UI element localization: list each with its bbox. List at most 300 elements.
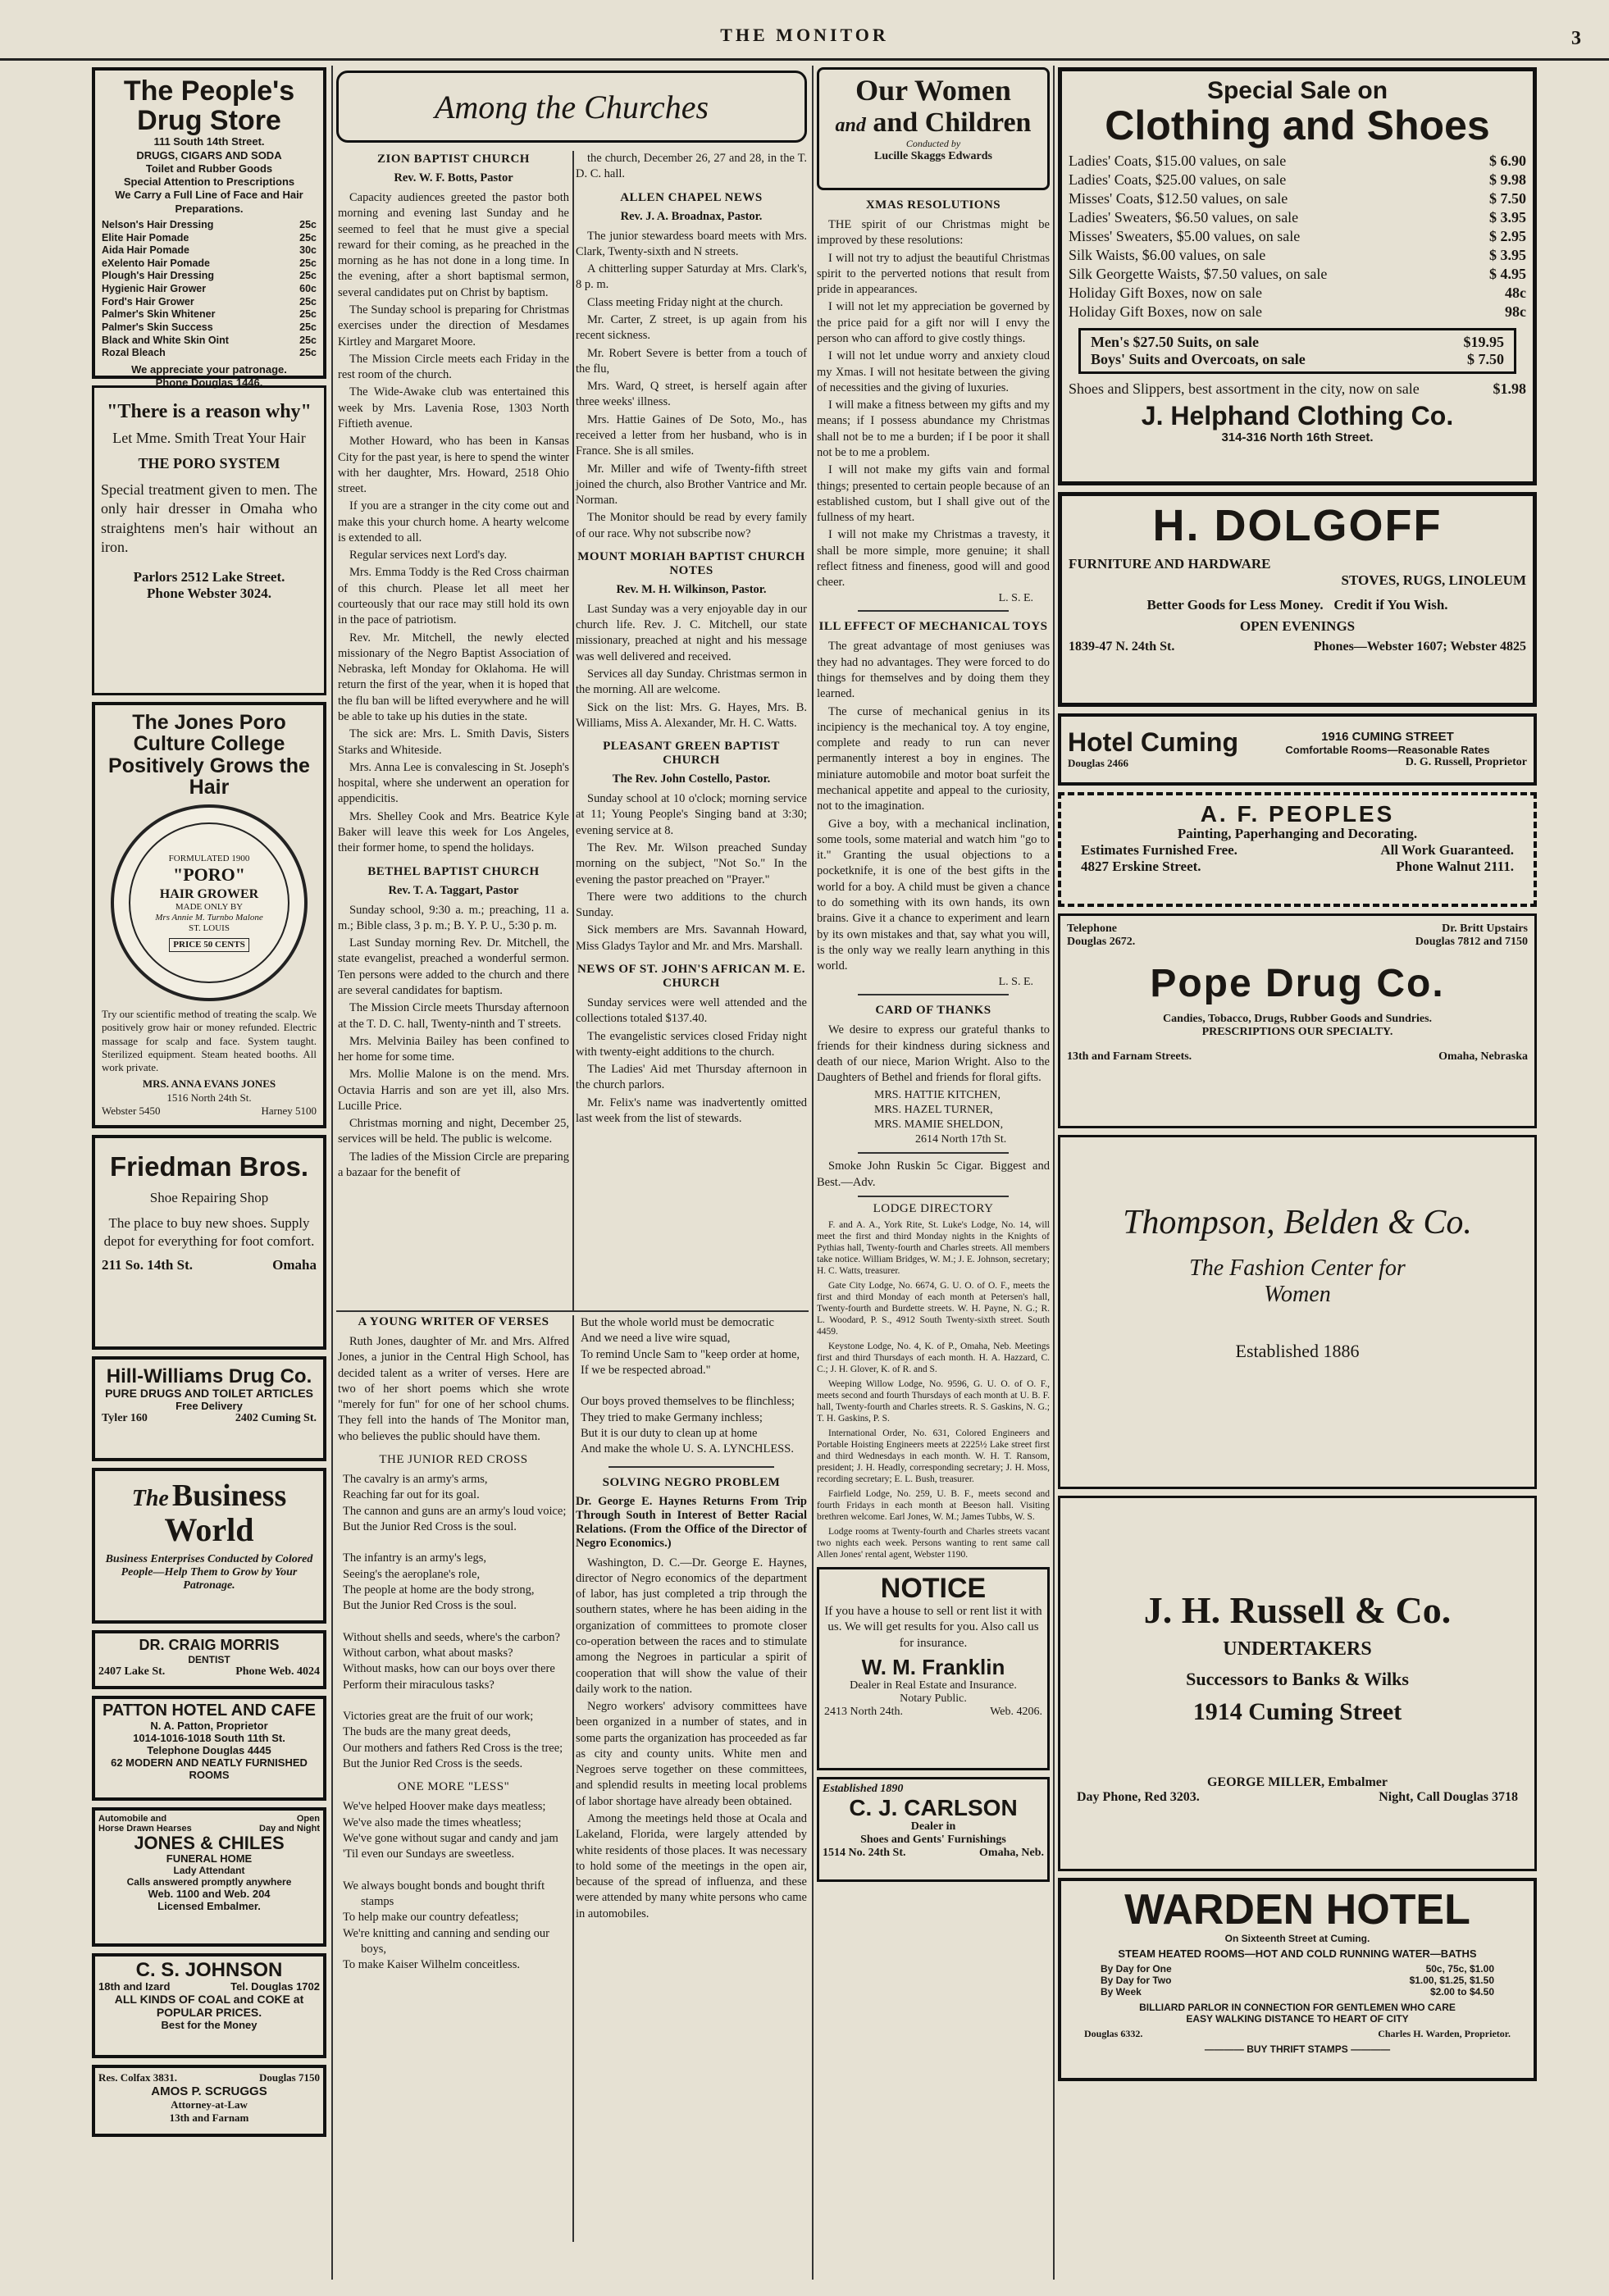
price-row [1069, 265, 1526, 284]
price-row [102, 257, 317, 271]
warden-hotel-ad: WARDEN HOTEL On Sixteenth Street at Cuming. STEAM HEATED ROOMS—HOT AND COLD RUNNING WATER—BATHS By Day for One 50c, 75c, $1.00 By Day for Two $1.00, $1.25, $1.50 By Week $2.00 to $4.50 BILLIARD PARLOR IN CONNECTION FOR GENTLEMEN WHO CARE EASY WALKING DISTANCE TO HEART OF CITY Douglas 6332. Charles H. Warden, Proprietor. ———— BUY THRIFT STAMPS ———— [1058, 1878, 1537, 2081]
paragraph: Mr. Felix's name was inadvertently omitted last week from the list of stewards. [576, 1096, 807, 1125]
poem-line: But the Junior Red Cross is the soul. [343, 1519, 517, 1533]
paragraph: Washington, D. C.—Dr. George E. Haynes, director of Negro economics of the department of labor, has just completed a trip through the southern states, where he has been aiding in the organization of committees to promote closer co-operation between the races and to stimulate among the Negroes in particular a spirit of cooperation that will show the value of their daily work to the nation. [576, 1556, 807, 1696]
poem-line: And make the whole U. S. A. LYNCHLESS. [581, 1442, 794, 1456]
section-title: Our Women [855, 74, 1011, 107]
section-title: and Children [873, 107, 1032, 138]
ad-address: 13th and Farnam [169, 2112, 249, 2124]
article-heading: LODGE DIRECTORY [873, 1201, 994, 1215]
poem-line [343, 1693, 569, 1709]
jones-chiles-ad [92, 1807, 326, 1947]
article-body [576, 791, 807, 954]
poem-line: We've also made the times wheatless; [343, 1815, 522, 1829]
ad-text: Charles H. Warden, Proprietor. [1378, 2027, 1511, 2039]
poem-line: Our boys proved themselves to be flinchless; [581, 1395, 795, 1409]
column-rule [572, 151, 574, 1310]
poem-title: THE JUNIOR RED CROSS [379, 1452, 528, 1466]
paragraph: Mrs. Shelley Cook and Mrs. Beatrice Kyle Baker will leave this week for Los Angeles, their former home, to spend the holidays. [338, 809, 569, 855]
paragraph: The sick are: Mrs. L. Smith Davis, Sisters Starks and Whiteside. [338, 727, 569, 757]
item-label: Hygienic Hair Grower [102, 283, 207, 294]
ad-address: 1914 Cuming Street [1192, 1698, 1402, 1725]
ad-phone: Phone Douglas 1446. [155, 376, 263, 389]
item-price: 25c [299, 308, 317, 321]
article-heading: BETHEL BAPTIST CHURCH [367, 864, 540, 878]
ad-title: A. F. PEOPLES [1200, 801, 1395, 827]
poem-title: ONE MORE "LESS" [397, 1780, 510, 1794]
poem [338, 1472, 569, 1772]
divider [858, 610, 1009, 612]
right-ads-column [1058, 67, 1537, 2248]
paragraph: Rev. Mr. Mitchell, the newly elected missionary of the Negro Baptist Association of Nebraska, left Monday for Oklahoma. He will return the first of the year, when it is hoped that the flu ban will be lifted everywhere and he will be able to take up his duties in the state. [338, 631, 569, 723]
divider [858, 994, 1009, 995]
price-row [1069, 171, 1526, 189]
ad-contact [98, 1980, 320, 1993]
price-row [102, 347, 317, 360]
ad-address: 211 So. 14th St. [102, 1256, 193, 1273]
poem-line: 'Til even our Sundays are sweetless. [343, 1847, 515, 1861]
ad-text: The place to buy new shoes. Supply depot for everything for foot comfort. [103, 1214, 315, 1249]
item-price: $ 4.95 [1489, 266, 1526, 283]
ad-text: Toilet and Rubber Goods [145, 162, 273, 175]
ad-title: H. DOLGOFF [1152, 501, 1443, 550]
ad-title: Pope Drug Co. [1150, 962, 1445, 1005]
price-row [1101, 1986, 1494, 1998]
ad-text: Comfortable Rooms—Reasonable Rates [1285, 744, 1490, 756]
paragraph: Mrs. Melvinia Bailey has been confined to her home for some time. [338, 1034, 569, 1064]
advertisement-line: Smoke John Ruskin 5c Cigar. Biggest and Best.—Adv. [817, 1159, 1050, 1189]
item-label: By Week [1101, 1986, 1142, 1998]
newspaper-title: THE MONITOR [720, 25, 889, 45]
price-row [102, 283, 317, 296]
ad-title: Drug Store [137, 104, 281, 136]
ad-text: Let Mme. Smith Treat Your Hair [112, 430, 306, 446]
item-label: By Day for One [1101, 1962, 1172, 1975]
item-price: $ 7.50 [1489, 190, 1526, 207]
ad-text: PRESCRIPTIONS OUR SPECIALTY. [1201, 1026, 1393, 1039]
shoes-line [1069, 380, 1526, 398]
poem-line: To make Kaiser Wilhelm conceitless. [343, 1958, 520, 1972]
ad-phone: Douglas 2466 [1068, 756, 1129, 769]
ad-text: Dealer in [910, 1820, 956, 1833]
paragraph: I will not let my appreciation be governed by the price paid for a gift nor will I envy the person who can afford to give costly things. [817, 300, 1050, 345]
ad-title: Hotel Cuming [1068, 727, 1238, 758]
churches-column-1 [338, 151, 569, 1309]
article-heading: PLEASANT GREEN BAPTIST CHURCH [603, 740, 780, 768]
item-price: 25c [299, 218, 317, 230]
price-row [102, 244, 317, 257]
ad-text: Shoes and Gents' Furnishings [860, 1833, 1006, 1846]
ad-text: Free Delivery [175, 1400, 243, 1413]
paragraph: Negro workers' advisory committees have been organized in a number of states, and in some parts the organization has proceeded as far as city and county units. White men and Negroes serve together on these committees, and splendid results in meeting local problems of labor shortage have already been obtained. [576, 1700, 807, 1808]
ad-phone: Douglas 7812 and 7150 [1415, 936, 1528, 948]
ad-address: 111 South 14th Street. [153, 135, 265, 148]
negro-problem-column [576, 1315, 807, 2242]
article-heading: ZION BAPTIST CHURCH [377, 153, 530, 166]
ad-name: W. M. Franklin [861, 1655, 1005, 1680]
poem-line: But the Junior Red Cross is the seeds. [343, 1757, 523, 1771]
paragraph: Weeping Willow Lodge, No. 9596, G. U. O. of O. F., meets second and fourth Thursdays of each month at U. B. F. hall, Twenty-fourth and Charles streets. R. S. Gaskins, N. G.; T. H. Gaskins, P. S. [817, 1379, 1050, 1424]
paragraph: I will not let undue worry and anxiety cloud my Xmas. I will not hesitate between the giving of necessities and the giving of luxuries. [817, 349, 1050, 394]
ad-address: 2402 Cuming St. [235, 1412, 317, 1425]
ad-text: Dealer in Real Estate and Insurance. [850, 1679, 1017, 1692]
ad-text: Better Goods for Less Money. [1146, 596, 1324, 613]
signature: L. S. E. [998, 976, 1033, 989]
price-row [1069, 284, 1526, 303]
poem-line: The infantry is an army's legs, [343, 1551, 486, 1565]
item-label: Ladies' Coats, $25.00 values, on sale [1069, 171, 1287, 189]
paragraph: A chitterling supper Saturday at Mrs. Clark's, 8 p. m. [576, 262, 807, 292]
ad-text: MRS. ANNA EVANS JONES [142, 1077, 276, 1091]
item-price: $ 9.98 [1489, 171, 1526, 189]
paragraph: Last Sunday was a very enjoyable day in our church life. Rev. J. C. Mitchell, our state missionary, preached at night and his message was well delivered and received. [576, 602, 807, 663]
poem-line: We've helped Hoover make days meatless; [343, 1800, 546, 1814]
seal-text: "PORO" [173, 864, 245, 886]
ad-text: OPEN EVENINGS [1239, 617, 1356, 634]
article-body [576, 229, 807, 542]
paragraph: Fairfield Lodge, No. 259, U. B. F., meets second and fourth Fridays in each month at Beeson hall. Visiting brethren welcome. Earl Jones, W. M.; James Tubbs, W. S. [817, 1489, 1050, 1523]
paragraph: The Mission Circle meets Thursday afternoon at the T. D. C. hall, Twenty-ninth and T streets. [338, 1001, 569, 1031]
amos-scruggs-ad [92, 2065, 326, 2137]
ad-phone: Night, Call Douglas 3718 [1379, 1790, 1518, 1804]
poem-line: Victories great are the fruit of our work; [343, 1710, 534, 1724]
ad-title: Thompson, Belden & Co. [1123, 1204, 1472, 1241]
article-byline: The Rev. John Costello, Pastor. [612, 772, 771, 786]
poem-line [343, 1862, 569, 1878]
ad-text: Established 1886 [1235, 1341, 1360, 1361]
poem-line: We've gone without sugar and candy and jam [343, 1831, 558, 1845]
paragraph: Mrs. Mollie Malone is on the mend. Mrs. Octavia Harris and son are yet ill, also Mrs. Lucille Price. [338, 1068, 569, 1113]
poem-line: Reaching far out for its goal. [343, 1488, 480, 1502]
ad-title: J. H. Russell & Co. [1143, 1589, 1452, 1631]
article-byline: Rev. M. H. Wilkinson, Pastor. [616, 582, 767, 596]
ad-text: STOVES, RUGS, LINOLEUM [1341, 572, 1526, 588]
ad-phone: Res. Colfax 3831. [98, 2071, 178, 2084]
churches-banner [336, 71, 807, 143]
ad-phone: Web. 1100 and Web. 204 [148, 1888, 271, 1901]
ad-text: N. A. Patton, Proprietor [150, 1720, 268, 1732]
price-row [102, 308, 317, 321]
poem-line: Perform their miraculous tasks? [343, 1678, 495, 1692]
ad-contact [1068, 859, 1527, 875]
ad-address: 2407 Lake St. [98, 1665, 166, 1678]
item-label: Misses' Coats, $12.50 values, on sale [1069, 190, 1288, 207]
paragraph: International Order, No. 631, Colored Engineers and Portable Hoisting Engineers meets at 2225½ Lake street first and third Wednesdays in each month. W. H. T. Ransom, president; J. H. Headly, corresponding secretary; J. H. Moss, recording secretary; E. L. Bush, treasurer. [817, 1428, 1050, 1485]
ad-title: World [164, 1511, 254, 1548]
sale-item: Shoes and Slippers, best assortment in the city, now on sale [1069, 380, 1420, 398]
ad-address: 1514 No. 24th St. [823, 1846, 906, 1859]
price-list [102, 219, 317, 360]
paragraph: Sunday school at 10 o'clock; morning service at 11; Young People's Singing band at 3:30; evening service at 8. [576, 792, 807, 837]
article-body [338, 190, 569, 857]
divider [609, 1466, 774, 1468]
ad-text: ALL KINDS OF COAL and COKE at POPULAR PRICES. [114, 1993, 304, 2020]
item-label: eXelento Hair Pomade [102, 257, 210, 269]
price-row [1091, 351, 1504, 368]
article-heading: MOUNT MORIAH BAPTIST CHURCH NOTES [577, 549, 805, 577]
ad-contact [102, 1412, 317, 1425]
price-row [1069, 208, 1526, 227]
seal-text: HAIR GROWER [159, 886, 259, 901]
ad-text: Notary Public. [900, 1692, 967, 1705]
ad-text: Credit if You Wish. [1333, 596, 1448, 613]
item-price: 50c, 75c, $1.00 [1425, 1962, 1494, 1975]
ad-text: FURNITURE AND HARDWARE [1069, 555, 1271, 572]
price-row [1069, 227, 1526, 246]
paragraph: Sunday services were well attended and the collections totaled $137.40. [576, 995, 807, 1026]
poro-system-ad [92, 385, 326, 695]
paragraph: Christmas morning and night, December 25, services will be held. The public is welcome. [338, 1117, 569, 1146]
friedman-bros-ad [92, 1135, 326, 1350]
ad-text [1068, 842, 1527, 859]
paragraph: Mrs. Ward, Q street, is herself again after three weeks' illness. [576, 380, 807, 409]
item-price: 25c [299, 334, 317, 346]
ad-city: Omaha, Nebraska [1438, 1050, 1528, 1064]
jones-poro-college-ad [92, 702, 326, 1128]
item-label: Holiday Gift Boxes, now on sale [1069, 285, 1262, 302]
seal-text: FORMULATED 1900 [168, 854, 250, 864]
ad-address: 2413 North 24th. [824, 1705, 904, 1718]
ad-text: Try our scientific method of treating the scalp. We positively grow hair or money refunded. Electric massage for scalp and face. System taught. Sterilized equipment. Steam heated booths. All work private. [102, 1008, 317, 1073]
paragraph: I will not make my gifts vain and formal things; presented to certain people because of an established custom, but I shall give out of the fullness of my heart. [817, 463, 1050, 525]
ad-text: 62 MODERN AND NEATLY FURNISHED ROOMS [111, 1756, 308, 1781]
ad-text: DENTIST [188, 1654, 230, 1665]
item-label: Rozal Bleach [102, 347, 166, 359]
ad-title: "There is a reason why" [107, 401, 312, 422]
ad-text: UNDERTAKERS [1223, 1638, 1372, 1660]
ad-text: THE PORO SYSTEM [138, 455, 280, 472]
item-price: $ 7.50 [1467, 351, 1504, 368]
signer: MRS. HATTIE KITCHEN, [874, 1088, 1000, 1101]
item-price: $ 3.95 [1489, 209, 1526, 226]
seal-text: MADE ONLY BY [175, 902, 244, 912]
price-row [1101, 1963, 1494, 1975]
section-rule [336, 1310, 809, 1312]
article-heading: XMAS RESOLUTIONS [865, 198, 1001, 212]
poem-line: To help make our country defeatless; [343, 1911, 519, 1925]
ad-name: J. Helphand Clothing Co. [1141, 401, 1454, 431]
paragraph: If you are a stranger in the city come out and make this your church home. A hearty welcome is extended to all. [338, 499, 569, 544]
item-price: $ 2.95 [1489, 228, 1526, 245]
item-label: Boys' Suits and Overcoats, on sale [1091, 351, 1306, 368]
ad-title: Special Sale on [1206, 77, 1388, 104]
price-row [102, 270, 317, 283]
ad-city: Omaha, Neb. [979, 1846, 1044, 1859]
poem-line: The people at home are the body strong, [343, 1583, 535, 1597]
item-label: Plough's Hair Dressing [102, 270, 215, 282]
item-label: Ladies' Coats, $15.00 values, on sale [1069, 153, 1287, 169]
craig-morris-ad [92, 1630, 326, 1689]
poro-hair-grower-seal-icon [111, 804, 308, 1001]
poem-line [581, 1378, 807, 1394]
item-label: Black and White Skin Oint [102, 334, 229, 346]
price-row [1069, 152, 1526, 171]
paragraph: Capacity audiences greeted the pastor both morning and evening last Sunday and he seemed to feel that he must give a special reward for their coming, as he preached in the morning as he has not done in a long time. In the evening, after a short baptismal sermon, several candidates put on Christ by baptism. [338, 191, 569, 299]
price-row [1091, 334, 1504, 351]
peoples-drug-store-ad [92, 67, 326, 389]
ad-text: Horse Drawn Hearses [98, 1824, 192, 1834]
signer: MRS. HAZEL TURNER, [874, 1103, 993, 1116]
paragraph: The great advantage of most geniuses was they had no advantages. They were forced to do things for themselves and by doing them they learned. [817, 640, 1050, 701]
article-body [576, 602, 807, 731]
signature: L. S. E. [998, 592, 1033, 605]
ad-text: Automobile and [98, 1814, 167, 1824]
price-row [102, 232, 317, 245]
item-label: Ladies' Sweaters, $6.50 values, on sale [1069, 209, 1299, 226]
paragraph: The Monitor should be read by every family of our race. Why not subscribe now? [576, 511, 807, 540]
ad-phone: Douglas 6332. [1084, 2027, 1143, 2039]
paragraph: Keystone Lodge, No. 4, K. of P., Omaha, Neb. Meetings first and third Thursdays of each month. H. A. Hazzard, C. C.; J. H. Glover, K. of R. and S. [817, 1341, 1050, 1374]
article-heading: ALLEN CHAPEL NEWS [620, 190, 763, 204]
section-title: Among the Churches [434, 88, 709, 125]
ad-phone: Phones—Webster 1607; Webster 4825 [1313, 639, 1526, 654]
section-title: and [835, 114, 866, 136]
article-body [576, 1556, 807, 1922]
paragraph: I will not try to adjust the beautiful Christmas spirit to the perverted notions that result from pride in appearances. [817, 251, 1050, 297]
byline-name: Lucille Skaggs Edwards [874, 149, 992, 162]
ad-text: Open [296, 1814, 320, 1824]
ad-title: WARDEN HOTEL [1124, 1886, 1470, 1934]
ad-phone: Tyler 160 [102, 1412, 148, 1425]
price-row [102, 335, 317, 348]
poem-line: The buds are the many great deeds, [343, 1725, 511, 1739]
poem-line: The cavalry is an army's arms, [343, 1472, 488, 1486]
price-row [1069, 246, 1526, 265]
item-label: Aida Hair Pomade [102, 244, 189, 257]
seal-text: PRICE 50 CENTS [169, 938, 248, 952]
sale-price: $1.98 [1493, 380, 1526, 398]
ad-phone: Telephone Douglas 4445 [147, 1744, 271, 1756]
item-price: 25c [299, 321, 317, 333]
poem-line: To remind Uncle Sam to "keep order at home, [581, 1347, 800, 1361]
divider [858, 1196, 1009, 1197]
poem-line: Without carbon, what about masks? [343, 1647, 513, 1660]
paragraph: Ruth Jones, daughter of Mr. and Mrs. Alfred Jones, a junior in the Central High School, has decided talent as a writer of verses. Here are two of her short poems which she wrote "merely for fun" for one of her school chums. They fell into the hands of The Monitor man, who believes the public should have them. [338, 1335, 569, 1443]
poem-line: But it is our duty to clean up at home [581, 1426, 758, 1440]
ad-phone: Douglas 7150 [258, 2071, 320, 2084]
ad-title: Clothing and Shoes [1105, 102, 1490, 148]
ad-text: Lady Attendant [173, 1865, 245, 1877]
item-label: Nelson's Hair Dressing [102, 218, 214, 230]
item-price: 25c [299, 270, 317, 282]
paragraph: The Rev. Mr. Wilson preached Sunday morning on the subject, "Not So." In the evening the pastor preached on "Prayer." [576, 841, 807, 886]
signer-address: 2614 North 17th St. [915, 1133, 1007, 1146]
poem-line [343, 1615, 569, 1630]
seal-text: ST. LOUIS [189, 923, 230, 934]
paragraph: Mrs. Hattie Gaines of De Soto, Mo., has received a letter from her husband, who is in France. She is all smiles. [576, 412, 807, 458]
column-rule [572, 1315, 574, 2242]
ad-title: The People's [123, 75, 295, 107]
article-body [817, 639, 1050, 974]
ad-address [102, 1257, 317, 1273]
ad-title: Business [171, 1478, 287, 1513]
left-ads-column [92, 67, 326, 2240]
helphand-clothing-ad [1058, 67, 1537, 485]
ad-title: PATTON HOTEL AND CAFE [103, 1702, 316, 1720]
item-price: 60c [299, 283, 317, 294]
ad-text: Women [1264, 1282, 1331, 1307]
ad-contact [1067, 936, 1528, 949]
poem-line: The cannon and guns are an army's loud voice; [343, 1504, 567, 1518]
paragraph: The Wide-Awake club was entertained this week by Mrs. Lavenia Rose, 1303 North Fiftieth avenue. [338, 385, 569, 430]
ad-text: Established 1890 [823, 1783, 904, 1796]
mens-sale-box [1078, 328, 1516, 374]
paragraph: Mrs. Emma Toddy is the Red Cross chairman of this church. Please let all meet her courteously that our race may still hold its own in the pace of patriotism. [338, 566, 569, 627]
ad-text: BUY THRIFT STAMPS [1247, 2043, 1348, 2055]
paragraph: Give a boy, with a mechanical inclination, some tools, some material and watch him "go to it." Granting the usual objections to a pocketknife, it is one of the best gifts in the world for a boy. A child must be given a chance to do something with its own hands, its own brains. Give it a chance to experiment and learn by its own mistakes and that, say what you will, is the only way we really learn anything in this world. [817, 817, 1050, 973]
poem-line: Our mothers and fathers Red Cross is the tree; [343, 1741, 563, 1755]
ad-text: The Fashion Center for [1189, 1255, 1406, 1281]
paragraph: Mrs. Anna Lee is convalescing in St. Joseph's hospital, where she underwent an operation for appendicitis. [338, 760, 569, 806]
price-row [102, 321, 317, 335]
item-label: Ford's Hair Grower [102, 295, 194, 308]
ad-text: Dr. Britt Upstairs [1442, 922, 1528, 935]
column-rule [331, 66, 333, 2280]
article-body [576, 995, 807, 1127]
ad-phones [102, 1105, 317, 1118]
ad-title: AMOS P. SCRUGGS [151, 2084, 267, 2098]
column-rule [1053, 66, 1055, 2280]
ad-title: DR. CRAIG MORRIS [139, 1637, 280, 1653]
paragraph: Sick members are Mrs. Savannah Howard, Miss Gladys Taylor and Mr. and Mrs. Marshall. [576, 923, 807, 953]
ad-title: NOTICE [880, 1573, 987, 1605]
ad-title: C. S. JOHNSON [135, 1959, 283, 1981]
paragraph: the church, December 26, 27 and 28, in the T. D. C. hall. [576, 152, 807, 181]
ad-text: Telephone [1067, 922, 1117, 935]
ad-phone: Harney 5100 [261, 1104, 317, 1117]
paragraph: Sunday school, 9:30 a. m.; preaching, 11 a. m.; Bible class, 3 p. m.; B. Y. P. U., 5:30 p. m. [338, 903, 569, 932]
paragraph: Lodge rooms at Twenty-fourth and Charles streets vacant two nights each week. Persons wanting to rent same call Allen Jones' rental agent, Webster 1190. [817, 1527, 1050, 1560]
ad-address: 314-316 North 16th Street. [1221, 430, 1374, 444]
article-body [576, 151, 807, 183]
paragraph: The ladies of the Mission Circle are preparing a bazaar for the benefit of [338, 1150, 569, 1180]
price-row [102, 296, 317, 309]
item-price: $19.95 [1463, 334, 1504, 351]
item-label: Silk Waists, $6.00 values, on sale [1069, 247, 1266, 264]
ad-phone: Web. 4206. [990, 1705, 1042, 1718]
paragraph: The Ladies' Aid met Thursday afternoon in the church parlors. [576, 1063, 807, 1092]
article-body [338, 1334, 569, 1445]
item-label: Misses' Sweaters, $5.00 values, on sale [1069, 228, 1301, 245]
paragraph: Class meeting Friday night at the church. [587, 295, 783, 309]
item-price: $ 6.90 [1489, 153, 1526, 169]
ad-text: We appreciate your patronage. [131, 362, 287, 376]
paragraph: Mr. Miller and wife of Twenty-fifth street joined the church, also Brother Vantrice and Mr. Norman. [576, 462, 807, 508]
ad-text: Best for the Money [161, 2019, 258, 2032]
article-body [817, 217, 1050, 590]
ad-text: Painting, Paperhanging and Decorating. [1177, 826, 1418, 842]
ad-text: D. G. Russell, Proprietor [1405, 756, 1527, 768]
poem-line [343, 1535, 569, 1551]
poem-line: Seeing's the aeroplane's role, [343, 1567, 481, 1581]
paragraph: I will not make my Christmas a travesty, it shall be more simple, more genuine; it shall reflect fitness and fineness, good will and good cheer. [817, 528, 1050, 590]
poem [576, 1315, 807, 1458]
signer: MRS. MAMIE SHELDON, [874, 1118, 1004, 1131]
ad-contact [1069, 640, 1526, 654]
byline-label: Conducted by [905, 137, 961, 149]
page-number: 3 [1571, 28, 1581, 49]
ad-title: The Jones Poro Culture College Positively Grows the Hair [108, 711, 310, 799]
hotel-cuming-ad [1058, 713, 1537, 786]
article-body [338, 903, 569, 1182]
poem-line: But the whole world must be democratic [581, 1316, 774, 1329]
item-price: 25c [299, 257, 317, 269]
ad-text: GEORGE MILLER, Embalmer [1206, 1775, 1388, 1789]
ad-phone: Douglas 2672. [1067, 936, 1136, 948]
hill-williams-ad [92, 1356, 326, 1461]
article-byline: Rev. J. A. Broadnax, Pastor. [620, 209, 763, 223]
paragraph: Mother Howard, who has been in Kansas City for the past year, is here to spend the winter with her daughter, Mrs. Howard, 2518 Ohio street. [338, 435, 569, 496]
